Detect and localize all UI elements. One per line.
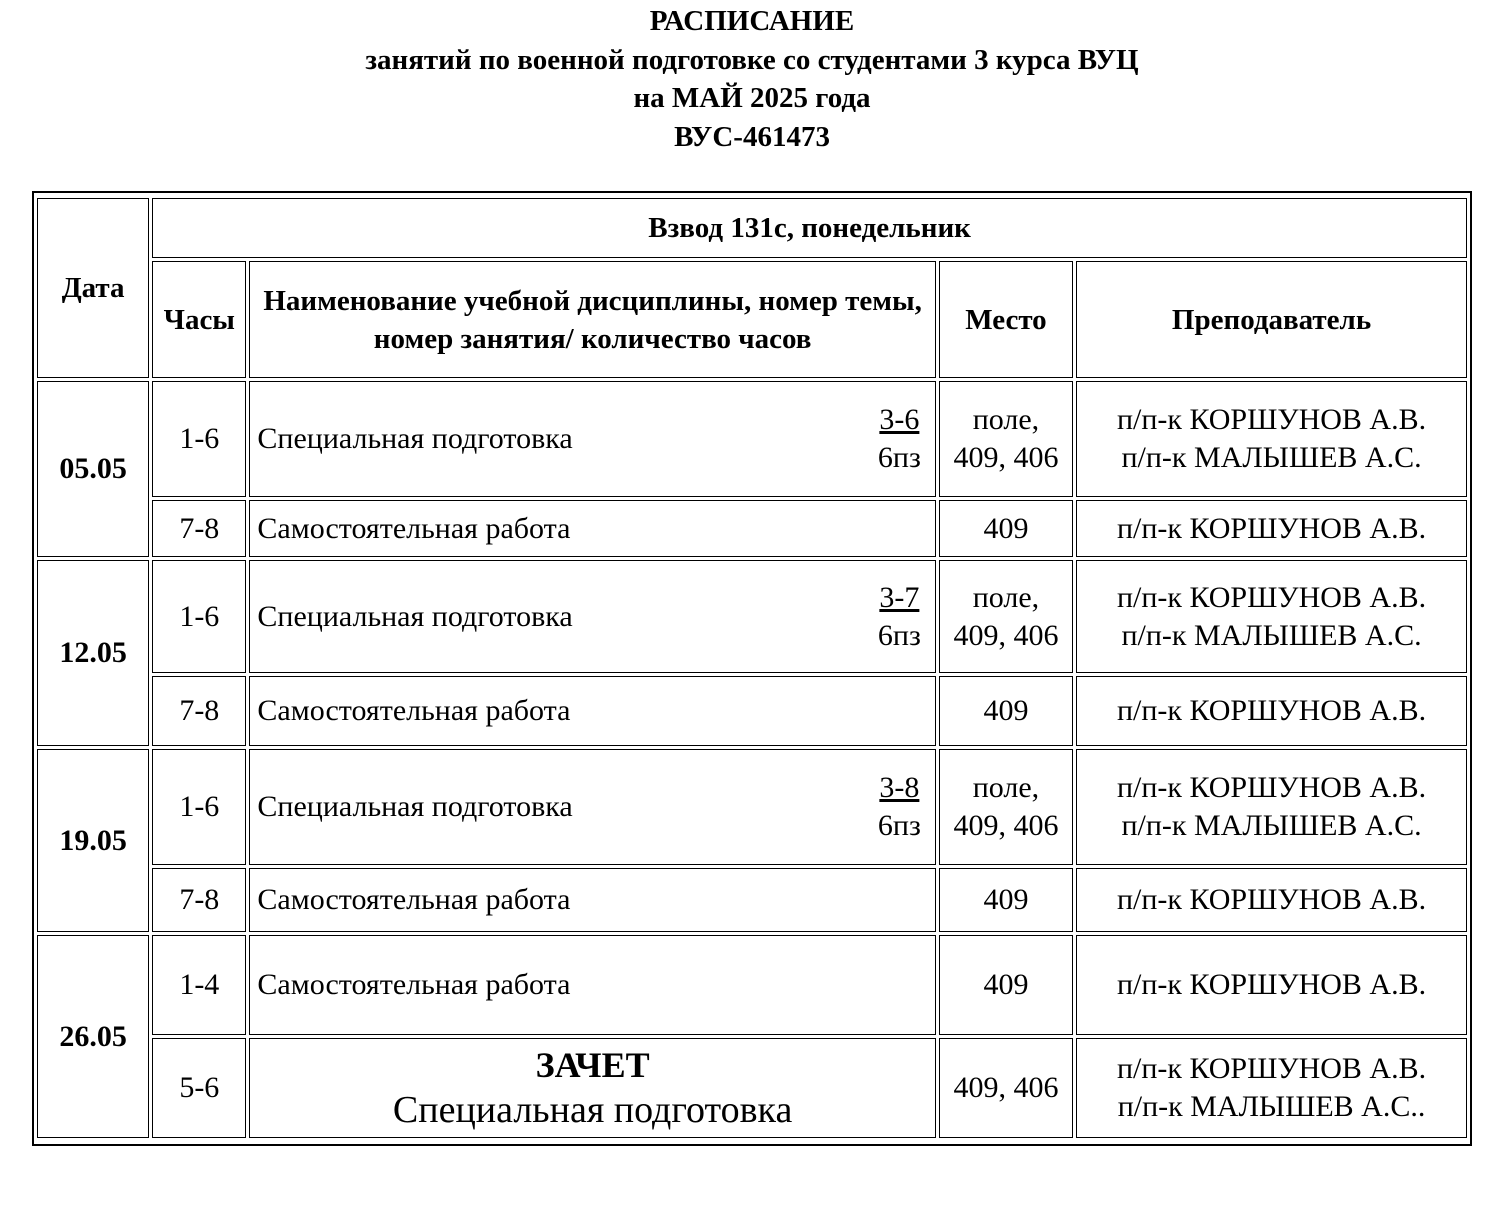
lesson-kind: 6пз — [877, 809, 921, 842]
teacher-cell — [1076, 749, 1467, 865]
teacher-cell: п/п-к КОРШУНОВ А.В. — [1076, 676, 1467, 746]
lesson-code — [878, 579, 921, 655]
subject-cell: Самостоятельная работа — [249, 868, 935, 932]
table-row — [37, 676, 1467, 746]
table-row — [37, 935, 1467, 1035]
table-row — [37, 1038, 1467, 1138]
date-cell: 26.05 — [37, 935, 149, 1138]
teacher-cell — [1076, 1038, 1467, 1138]
place-cell: 409 — [939, 935, 1073, 1035]
schedule-table — [34, 195, 1470, 1141]
place-cell: 409 — [939, 500, 1073, 557]
lesson-number: 3-7 — [879, 580, 920, 614]
lesson-kind: 6пз — [877, 618, 921, 652]
place-cell: 409 — [939, 676, 1073, 746]
subject-cell — [249, 560, 935, 673]
table-row — [37, 381, 1467, 497]
teacher-name: п/п-к КОРШУНОВ А.В. — [1116, 1052, 1427, 1085]
teacher-name: п/п-к МАЛЫШЕВ А.С. — [1121, 618, 1422, 652]
subject-cell — [249, 749, 935, 865]
header-group: Взвод 131с, понедельник — [152, 198, 1467, 258]
date-cell: 19.05 — [37, 749, 149, 932]
lesson-number: 3-6 — [879, 403, 920, 436]
table-row — [37, 500, 1467, 557]
hours-cell: 1-6 — [152, 381, 246, 497]
hours-cell: 7-8 — [152, 500, 246, 557]
header-hours: Часы — [152, 261, 246, 378]
title-line-4: ВУС-461473 — [674, 120, 830, 153]
teacher-name: п/п-к КОРШУНОВ А.В. — [1116, 771, 1427, 804]
subject-cell — [249, 381, 935, 497]
subject-cell: Самостоятельная работа — [249, 500, 935, 557]
subject-text: Специальная подготовка — [257, 422, 573, 455]
hours-cell: 1-6 — [152, 749, 246, 865]
subject-text: Специальная подготовка — [257, 790, 573, 823]
title-line-2: занятий по военной подготовке со студентами 3 курса ВУЦ — [365, 43, 1139, 76]
document-title — [0, 2, 1504, 156]
teacher-cell — [1076, 381, 1467, 497]
hours-cell: 1-4 — [152, 935, 246, 1035]
lesson-number: 3-8 — [879, 771, 920, 804]
table-row — [37, 560, 1467, 673]
place-cell: поле, 409, 406 — [939, 381, 1073, 497]
exam-title: ЗАЧЕТ — [535, 1045, 650, 1085]
hours-cell: 7-8 — [152, 868, 246, 932]
header-date: Дата — [37, 198, 149, 378]
title-line-3: на МАЙ 2025 года — [633, 82, 871, 114]
subject-text: Специальная подготовка — [257, 599, 573, 633]
table-subheader-row — [37, 261, 1467, 378]
teacher-name: п/п-к КОРШУНОВ А.В. — [1116, 580, 1427, 614]
header-teacher: Преподаватель — [1076, 261, 1467, 378]
header-place: Место — [939, 261, 1073, 378]
lesson-kind: 6пз — [877, 441, 921, 474]
place-cell: 409 — [939, 868, 1073, 932]
hours-cell: 5-6 — [152, 1038, 246, 1138]
exam-subject: Специальная подготовка — [392, 1089, 793, 1131]
table-row — [37, 749, 1467, 865]
hours-cell: 7-8 — [152, 676, 246, 746]
lesson-code — [878, 769, 921, 845]
date-cell: 05.05 — [37, 381, 149, 557]
place-cell: 409, 406 — [939, 1038, 1073, 1138]
subject-cell: Самостоятельная работа — [249, 676, 935, 746]
header-subject: Наименование учебной дисциплины, номер темы, номер занятия/ количество часов — [249, 261, 935, 378]
title-line-1: РАСПИСАНИЕ — [649, 5, 855, 37]
teacher-cell: п/п-к КОРШУНОВ А.В. — [1076, 868, 1467, 932]
place-cell: поле, 409, 406 — [939, 560, 1073, 673]
teacher-name: п/п-к МАЛЫШЕВ А.С.. — [1117, 1090, 1426, 1123]
teacher-name: п/п-к МАЛЫШЕВ А.С. — [1121, 441, 1422, 474]
teacher-name: п/п-к КОРШУНОВ А.В. — [1116, 403, 1427, 436]
teacher-cell: п/п-к КОРШУНОВ А.В. — [1076, 500, 1467, 557]
hours-cell: 1-6 — [152, 560, 246, 673]
table-row — [37, 868, 1467, 932]
date-cell: 12.05 — [37, 560, 149, 746]
teacher-cell — [1076, 560, 1467, 673]
teacher-cell: п/п-к КОРШУНОВ А.В. — [1076, 935, 1467, 1035]
lesson-code — [878, 401, 921, 477]
table-header-row — [37, 198, 1467, 258]
exam-cell — [249, 1038, 935, 1138]
place-cell: поле, 409, 406 — [939, 749, 1073, 865]
subject-cell: Самостоятельная работа — [249, 935, 935, 1035]
teacher-name: п/п-к МАЛЫШЕВ А.С. — [1121, 809, 1422, 842]
